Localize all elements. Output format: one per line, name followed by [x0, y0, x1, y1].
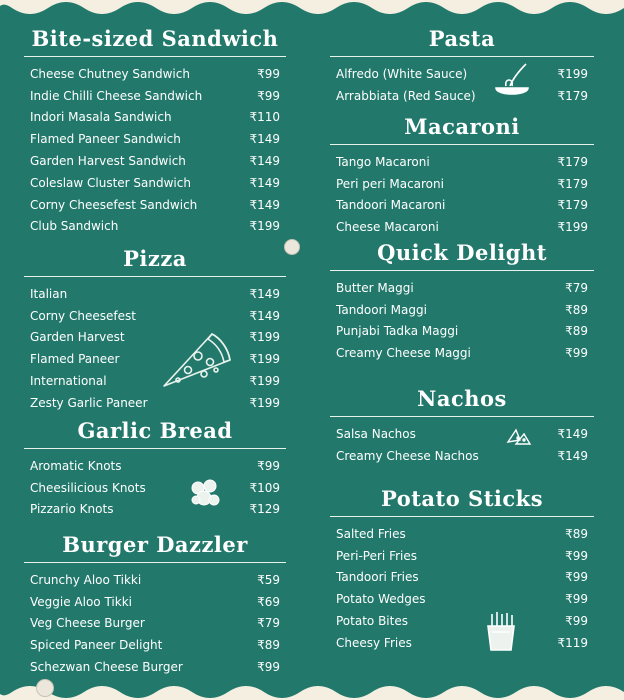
- menu-item-row: [24, 63, 286, 85]
- menu-item-price: ₹99: [565, 592, 588, 607]
- burger-section: [24, 532, 286, 678]
- section-divider: [24, 562, 286, 563]
- menu-item-row: [330, 85, 594, 107]
- menu-item-price: ₹99: [565, 346, 588, 361]
- pizza-section: [24, 246, 286, 414]
- menu-item-price: ₹99: [257, 66, 280, 81]
- section-title: Bite-sized Sandwich: [31, 26, 279, 51]
- pizza-slice-icon: [158, 326, 234, 392]
- menu-item-price: ₹199: [249, 219, 280, 234]
- section-title: Pasta: [428, 26, 496, 51]
- menu-item-name: Potato Bites: [336, 614, 408, 629]
- menu-item-price: ₹59: [257, 572, 280, 587]
- menu-item-price: ₹179: [557, 88, 588, 103]
- menu-item-price: ₹89: [257, 638, 280, 653]
- menu-item-price: ₹149: [557, 426, 588, 441]
- sandwich-section: [24, 26, 286, 237]
- menu-item-row: [24, 216, 286, 238]
- menu-item-row: [330, 195, 594, 217]
- menu-item-price: ₹79: [257, 616, 280, 631]
- menu-item-price: ₹179: [557, 176, 588, 191]
- section-divider: [24, 56, 286, 57]
- menu-item-name: Coleslaw Cluster Sandwich: [30, 175, 191, 190]
- menu-item-name: Indie Chilli Cheese Sandwich: [30, 88, 203, 103]
- menu-item-name: Veggie Aloo Tikki: [30, 594, 132, 609]
- menu-item-name: Tandoori Fries: [336, 570, 419, 585]
- menu-item-row: [24, 613, 286, 635]
- wavy-bottom-edge: [0, 682, 624, 700]
- item-list: [330, 423, 594, 467]
- menu-item-price: ₹179: [557, 154, 588, 169]
- garlic-bread-section: [24, 418, 286, 520]
- menu-item-price: ₹99: [565, 570, 588, 585]
- menu-item-row: [24, 370, 286, 392]
- menu-item-row: [24, 327, 286, 349]
- menu-item-name: Punjabi Tadka Maggi: [336, 324, 459, 339]
- menu-item-row: [24, 172, 286, 194]
- menu-item-row: [24, 128, 286, 150]
- menu-item-name: Corny Cheesefest: [30, 308, 136, 323]
- menu-item-name: Aromatic Knots: [30, 458, 122, 473]
- item-list: [330, 277, 594, 364]
- menu-item-price: ₹109: [249, 480, 280, 495]
- section-divider: [330, 144, 594, 145]
- menu-item-name: Butter Maggi: [336, 280, 414, 295]
- menu-item-name: Alfredo (White Sauce): [336, 66, 468, 81]
- macaroni-section: [330, 114, 594, 238]
- menu-item-name: Salsa Nachos: [336, 426, 416, 441]
- menu-item-row: [330, 342, 594, 364]
- menu-item-name: Salted Fries: [336, 526, 406, 541]
- menu-item-price: ₹89: [565, 526, 588, 541]
- menu-item-row: [330, 151, 594, 173]
- menu-item-row: [330, 567, 594, 589]
- potato-sticks-section: [330, 486, 594, 654]
- item-list: [330, 151, 594, 238]
- menu-item-price: ₹99: [257, 88, 280, 103]
- menu-item-name: Peri peri Macaroni: [336, 176, 444, 191]
- section-title: Potato Sticks: [380, 486, 544, 511]
- section-title: Macaroni: [404, 114, 520, 139]
- menu-item-row: [330, 610, 594, 632]
- menu-item-price: ₹149: [249, 132, 280, 147]
- menu-item-row: [330, 321, 594, 343]
- quick-delight-section: [330, 240, 594, 364]
- menu-item-price: ₹110: [249, 110, 280, 125]
- menu-item-name: Spiced Paneer Delight: [30, 638, 163, 653]
- menu-item-price: ₹199: [557, 66, 588, 81]
- menu-item-name: Schezwan Cheese Burger: [30, 660, 183, 675]
- menu-item-price: ₹149: [249, 175, 280, 190]
- menu-item-row: [330, 173, 594, 195]
- menu-item-price: ₹99: [257, 458, 280, 473]
- menu-item-row: [24, 194, 286, 216]
- menu-item-name: Peri-Peri Fries: [336, 548, 417, 563]
- menu-item-name: Club Sandwich: [30, 219, 119, 234]
- item-list: [24, 63, 286, 237]
- wavy-top-edge: [0, 0, 624, 18]
- menu-item-row: [330, 545, 594, 567]
- menu-item-row: [24, 348, 286, 370]
- section-divider: [24, 448, 286, 449]
- menu-item-name: Arrabbiata (Red Sauce): [336, 88, 476, 103]
- menu-item-name: Veg Cheese Burger: [30, 616, 145, 631]
- menu-item-price: ₹89: [565, 302, 588, 317]
- menu-item-name: Crunchy Aloo Tikki: [30, 572, 142, 587]
- section-divider: [330, 270, 594, 271]
- menu-item-row: [24, 591, 286, 613]
- menu-item-row: [330, 63, 594, 85]
- menu-item-name: Tandoori Macaroni: [336, 198, 446, 213]
- menu-item-price: ₹149: [249, 286, 280, 301]
- menu-item-row: [24, 392, 286, 414]
- menu-item-row: [24, 305, 286, 327]
- garlic-knots-icon: [188, 478, 222, 510]
- menu-item-name: Italian: [30, 286, 68, 301]
- menu-item-row: [330, 423, 594, 445]
- menu-item-price: ₹179: [557, 198, 588, 213]
- menu-item-price: ₹149: [557, 448, 588, 463]
- menu-item-name: Cheesy Fries: [336, 635, 412, 650]
- menu-item-price: ₹199: [249, 374, 280, 389]
- menu-item-price: ₹149: [249, 308, 280, 323]
- item-list: [330, 523, 594, 654]
- menu-item-name: Creamy Cheese Nachos: [336, 448, 479, 463]
- menu-item-name: Tandoori Maggi: [336, 302, 427, 317]
- menu-item-row: [24, 569, 286, 591]
- item-list: [24, 455, 286, 520]
- item-list: [24, 283, 286, 414]
- menu-item-name: Indori Masala Sandwich: [30, 110, 172, 125]
- menu-item-row: [24, 283, 286, 305]
- binder-dot: [36, 679, 54, 697]
- fries-box-icon: [484, 612, 518, 652]
- menu-item-price: ₹199: [249, 395, 280, 410]
- item-list: [330, 63, 594, 107]
- menu-item-name: Flamed Paneer: [30, 352, 120, 367]
- menu-item-name: Potato Wedges: [336, 592, 426, 607]
- menu-item-name: Tango Macaroni: [336, 154, 430, 169]
- menu-item-price: ₹149: [249, 197, 280, 212]
- menu-item-row: [24, 455, 286, 477]
- menu-item-row: [24, 499, 286, 521]
- pasta-section: [330, 26, 594, 107]
- menu-item-price: ₹129: [249, 502, 280, 517]
- menu-item-name: Cheese Macaroni: [336, 220, 439, 235]
- menu-item-price: ₹69: [257, 594, 280, 609]
- section-divider: [24, 276, 286, 277]
- menu-item-name: Zesty Garlic Paneer: [30, 395, 148, 410]
- menu-item-row: [24, 85, 286, 107]
- menu-item-price: ₹89: [565, 324, 588, 339]
- menu-item-row: [330, 588, 594, 610]
- menu-item-name: Flamed Paneer Sandwich: [30, 132, 181, 147]
- section-divider: [330, 416, 594, 417]
- section-title: Burger Dazzler: [62, 532, 248, 557]
- item-list: [24, 569, 286, 678]
- section-title: Quick Delight: [377, 240, 547, 265]
- section-divider: [330, 56, 594, 57]
- menu-item-row: [24, 477, 286, 499]
- pasta-bowl-icon: [492, 62, 532, 102]
- menu-item-price: ₹99: [565, 548, 588, 563]
- section-title: Garlic Bread: [77, 418, 233, 443]
- menu-item-name: Corny Cheesefest Sandwich: [30, 197, 198, 212]
- menu-item-price: ₹199: [557, 220, 588, 235]
- menu-item-name: Cheesilicious Knots: [30, 480, 146, 495]
- menu-item-name: Pizzario Knots: [30, 502, 114, 517]
- menu-item-row: [330, 277, 594, 299]
- section-divider: [330, 516, 594, 517]
- menu-item-price: ₹119: [557, 635, 588, 650]
- menu-item-row: [24, 656, 286, 678]
- menu-item-name: Garden Harvest: [30, 330, 125, 345]
- menu-item-price: ₹79: [565, 280, 588, 295]
- nachos-icon: [506, 428, 532, 448]
- menu-item-price: ₹199: [249, 330, 280, 345]
- menu-item-row: [330, 299, 594, 321]
- menu-item-row: [24, 107, 286, 129]
- menu-item-row: [330, 632, 594, 654]
- menu-item-name: Cheese Chutney Sandwich: [30, 66, 190, 81]
- nachos-section: [330, 386, 594, 467]
- menu-item-price: ₹99: [565, 614, 588, 629]
- menu-item-row: [330, 445, 594, 467]
- section-title: Pizza: [123, 246, 187, 271]
- menu-item-price: ₹199: [249, 352, 280, 367]
- menu-item-name: Creamy Cheese Maggi: [336, 346, 471, 361]
- menu-item-row: [24, 634, 286, 656]
- binder-dot: [284, 239, 300, 255]
- menu-item-row: [330, 216, 594, 238]
- menu-item-price: ₹149: [249, 154, 280, 169]
- menu-item-name: Garden Harvest Sandwich: [30, 154, 186, 169]
- menu-item-name: International: [30, 374, 107, 389]
- menu-item-price: ₹99: [257, 660, 280, 675]
- section-title: Nachos: [417, 386, 507, 411]
- menu-item-row: [24, 150, 286, 172]
- menu-item-row: [330, 523, 594, 545]
